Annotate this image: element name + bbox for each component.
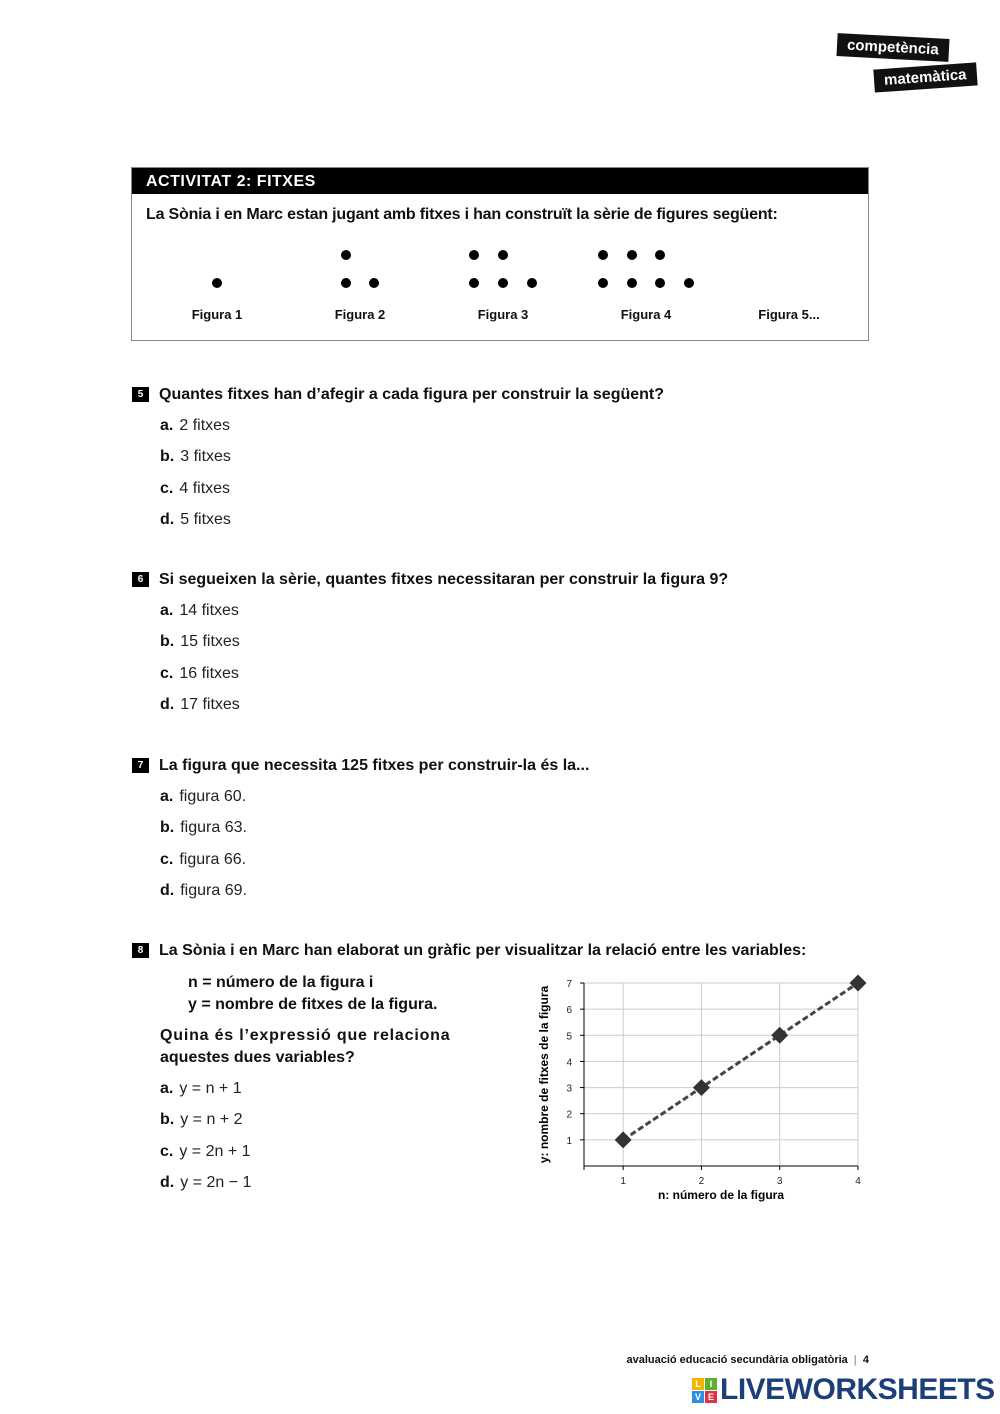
option-d[interactable] — [160, 696, 240, 714]
var-n: n = número de la figura i — [188, 974, 374, 991]
activity-intro: La Sònia i en Marc estan jugant amb fitxes i han construït la sèrie de figures següent: — [146, 206, 778, 223]
figure-label: Figura 2 — [334, 307, 386, 322]
question-7 — [132, 757, 589, 775]
y-tick-label: 4 — [566, 1057, 572, 1069]
token-dot — [369, 278, 379, 288]
option-letter: a. — [160, 417, 174, 434]
option-a[interactable] — [160, 1080, 242, 1098]
figure-label: Figura 1 — [191, 307, 243, 322]
question-text: La figura que necessita 125 fitxes per construir-la és la... — [159, 757, 590, 774]
token-dot — [212, 278, 222, 288]
option-letter: c. — [160, 664, 174, 682]
option-text: figura 63. — [180, 819, 247, 837]
option-text: y = n + 2 — [180, 1111, 243, 1129]
token-dot — [627, 250, 637, 260]
question-5 — [132, 386, 664, 404]
data-point-diamond — [771, 1027, 788, 1044]
question-text: Si segueixen la sèrie, quantes fitxes necessitaran per construir la figura 9? — [159, 571, 729, 588]
prompt-line2: aquestes dues variables? — [160, 1049, 355, 1066]
option-letter: b. — [160, 819, 175, 837]
token-dot — [655, 278, 665, 288]
liveworksheets-logo — [692, 1373, 995, 1407]
data-point-diamond — [615, 1131, 632, 1148]
footer-sep: | — [853, 1354, 857, 1366]
option-text: 3 fitxes — [180, 448, 231, 466]
token-dot — [469, 278, 479, 288]
figure-label: Figura 3 — [477, 307, 529, 322]
option-a[interactable] — [160, 602, 239, 620]
y-tick-label: 6 — [566, 1005, 572, 1017]
option-letter: b. — [160, 633, 175, 651]
option-b[interactable] — [160, 633, 240, 651]
option-d[interactable] — [160, 511, 231, 529]
token-dot — [498, 250, 508, 260]
data-point-diamond — [850, 975, 867, 992]
footer-text: avaluació educació secundària obligatòria — [626, 1354, 848, 1366]
option-letter: a. — [160, 788, 174, 805]
token-dot — [527, 278, 537, 288]
question-6 — [132, 571, 728, 589]
y-tick-label: 5 — [566, 1031, 572, 1043]
option-b[interactable] — [160, 1111, 242, 1129]
option-c[interactable] — [160, 665, 239, 683]
y-tick-label: 2 — [566, 1109, 572, 1121]
option-c[interactable] — [160, 480, 230, 498]
token-dot — [498, 278, 508, 288]
option-d[interactable] — [160, 1174, 251, 1192]
question-number: 6 — [132, 572, 149, 587]
logo-icon — [692, 1378, 717, 1403]
prompt-line1: Quina és l’expressió que relaciona — [160, 1027, 451, 1044]
activity-title: ACTIVITAT 2: FITXES — [132, 168, 868, 194]
option-text: 5 fitxes — [180, 510, 231, 528]
y-tick-label: 7 — [566, 979, 572, 990]
x-tick-label: 4 — [855, 1176, 861, 1187]
x-axis-label: n: número de la figura — [657, 1188, 785, 1202]
y-tick-label: 1 — [566, 1135, 572, 1147]
activity-box — [131, 167, 869, 341]
option-text: y = 2n + 1 — [179, 1142, 251, 1160]
option-letter: d. — [160, 881, 175, 899]
token-dot — [341, 250, 351, 260]
option-c[interactable] — [160, 851, 246, 869]
option-letter: d. — [160, 510, 175, 528]
option-b[interactable] — [160, 819, 247, 837]
var-y: y = nombre de fitxes de la figura. — [188, 996, 438, 1013]
x-tick-label: 1 — [620, 1176, 626, 1187]
logo-word: LIVEWORKSHEETS — [720, 1373, 995, 1406]
logo-letter: L — [692, 1378, 704, 1390]
figure-label: Figura 5... — [758, 307, 820, 322]
question-8 — [132, 942, 806, 960]
token-dot — [655, 250, 665, 260]
x-tick-label: 3 — [776, 1176, 783, 1187]
y-tick-label: 3 — [566, 1083, 572, 1095]
token-dot — [598, 278, 608, 288]
option-letter: c. — [160, 479, 174, 497]
option-letter: c. — [160, 850, 174, 868]
option-text: 16 fitxes — [179, 664, 239, 682]
logo-letter: E — [705, 1391, 717, 1403]
option-text: y = n + 1 — [179, 1080, 242, 1097]
tag-matematica: matemàtica — [873, 62, 977, 92]
option-letter: b. — [160, 1111, 175, 1129]
option-d[interactable] — [160, 882, 247, 900]
x-tick-label: 2 — [698, 1176, 705, 1187]
option-letter: a. — [160, 602, 174, 619]
logo-letter: I — [705, 1378, 717, 1390]
tag-competencia: competència — [836, 33, 949, 62]
line-chart — [530, 970, 870, 1210]
token-dot — [684, 278, 694, 288]
option-letter: c. — [160, 1142, 174, 1160]
option-text: 17 fitxes — [180, 695, 240, 713]
question-text: Quantes fitxes han d’afegir a cada figura per construir la següent? — [159, 386, 665, 403]
page-number: 4 — [862, 1354, 869, 1366]
option-letter: d. — [160, 695, 175, 713]
token-dot — [598, 250, 608, 260]
option-letter: a. — [160, 1080, 174, 1097]
option-text: figura 69. — [180, 881, 247, 899]
footer — [626, 1354, 869, 1366]
question-text: La Sònia i en Marc han elaborat un gràfic per visualitzar la relació entre les variables: — [159, 942, 807, 959]
option-c[interactable] — [160, 1143, 251, 1161]
option-letter: b. — [160, 448, 175, 466]
data-point-diamond — [693, 1079, 710, 1096]
option-text: figura 60. — [179, 788, 247, 805]
question-number: 5 — [132, 387, 149, 402]
option-text: 2 fitxes — [179, 417, 231, 434]
logo-letter: V — [692, 1391, 704, 1403]
token-dot — [627, 278, 637, 288]
y-axis-label: y: nombre de fitxes de la figura — [537, 985, 551, 1164]
question-number: 7 — [132, 758, 149, 773]
token-dot — [341, 278, 351, 288]
option-text: 14 fitxes — [179, 602, 239, 619]
option-text: 15 fitxes — [180, 633, 240, 651]
option-text: 4 fitxes — [179, 479, 231, 497]
token-dot — [469, 250, 479, 260]
option-text: figura 66. — [179, 850, 247, 868]
question-number: 8 — [132, 943, 149, 958]
option-text: y = 2n − 1 — [180, 1173, 252, 1191]
option-letter: d. — [160, 1173, 175, 1191]
option-a[interactable] — [160, 788, 246, 806]
option-b[interactable] — [160, 448, 231, 466]
option-a[interactable] — [160, 417, 230, 435]
figure-label: Figura 4 — [620, 307, 672, 322]
